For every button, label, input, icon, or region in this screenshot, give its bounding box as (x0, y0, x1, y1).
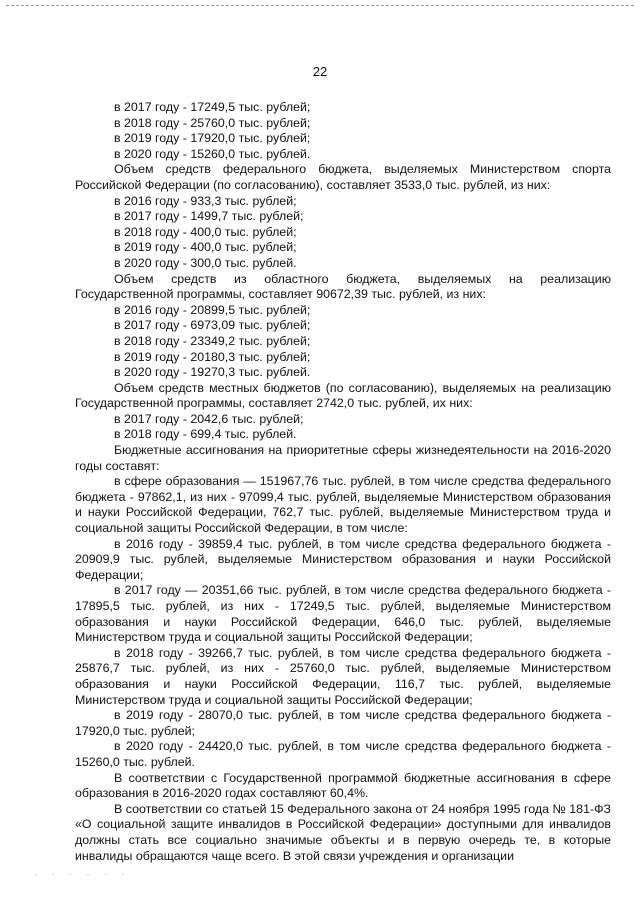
list-item: в 2016 году - 933,3 тыс. рублей; (114, 193, 297, 208)
list-item: в 2017 году - 6973,09 тыс. рублей; (114, 318, 311, 333)
paragraph: В соответствии с Государственной программой бюджетные ассигнования в сфере образования в 2016-2020 годах составляют 60,4%. (75, 770, 611, 801)
paragraph: в 2019 году - 28070,0 тыс. рублей, в том числе средства федерального бюджета - 17920,0 тыс. рублей; (75, 708, 611, 738)
list-item: в 2020 году - 300,0 тыс. рублей. (114, 255, 297, 270)
paragraph: в 2020 году - 24420,0 тыс. рублей, в том числе средства федерального бюджета - 15260,0 тыс. рублей. (75, 739, 611, 769)
list-item: в 2018 году - 699,4 тыс. рублей. (114, 427, 297, 442)
list-item: в 2019 году - 400,0 тыс. рублей; (114, 240, 297, 255)
scan-top-edge (6, 5, 634, 6)
list-item: в 2017 году - 2042,6 тыс. рублей; (114, 411, 304, 426)
paragraph: Объем средств федерального бюджета, выделяемых Министерством спорта Российской Федерации (по согласованию), составляет 3533,0 тыс. рублей, из них: (75, 162, 611, 192)
paragraph: в 2017 году — 20351,66 тыс. рублей, в том числе средства федерального бюджета - 17895,5 тыс. рублей, из них - 17249,5 тыс. рублей, выделяемые Министерством образования и науки Российской Федерации, 646,0 тыс. рублей, выделяемые Министерством труда и социальной защиты Российской Федерации; (75, 583, 611, 645)
list-item: в 2019 году - 17920,0 тыс. рублей; (114, 131, 311, 146)
list-item: в 2017 году - 1499,7 тыс. рублей; (114, 209, 304, 224)
list-item: в 2018 году - 23349,2 тыс. рублей; (114, 333, 311, 348)
scan-bottom-marks: · · · · · · (34, 869, 131, 879)
paragraph: в 2018 году - 39266,7 тыс. рублей, в том числе средства федерального бюджета - 25876,7 тыс. рублей, из них - 25760,0 тыс. рублей, выделяемые Министерством образования и науки Российской Федерации, 116,7 тыс. рублей, выделяемые Министерством труда и социальной защиты Российской Федерации; (75, 645, 611, 707)
paragraph: в сфере образования — 151967,76 тыс. рублей, в том числе средства федерального бюджета - 97862,1, из них - 97099,4 тыс. рублей, выделяемые Министерством образования и науки Российской Федерации, 762,7 тыс. рублей, выделяемые Министерством труда и социальной защиты Российской Федерации, в том числе: (75, 474, 611, 536)
list-item: в 2019 году - 20180,3 тыс. рублей; (114, 349, 311, 364)
list-item: в 2017 году - 17249,5 тыс. рублей; (114, 100, 311, 114)
paragraph: в 2016 году - 39859,4 тыс. рублей, в том числе средства федерального бюджета - 20909,9 тыс. рублей, выделяемые Министерством образования и науки Российской Федерации; (75, 536, 611, 582)
list-item: в 2020 году - 15260,0 тыс. рублей. (114, 146, 311, 161)
list-item: в 2018 году - 25760,0 тыс. рублей; (114, 115, 311, 130)
paragraph: Объем средств местных бюджетов (по согласованию), выделяемых на реализацию Государственной программы, составляет 2742,0 тыс. рублей, их них: (75, 380, 611, 411)
list-item: в 2020 году - 19270,3 тыс. рублей. (114, 365, 311, 380)
paragraph: Объем средств из областного бюджета, выделяемых на реализацию Государственной программы, составляет 90672,39 тыс. рублей, из них: (75, 271, 611, 302)
document-body (75, 100, 611, 864)
page-number: 22 (312, 64, 328, 79)
list-item: в 2016 году - 20899,5 тыс. рублей; (114, 302, 311, 317)
paragraph: В соответствии со статьей 15 Федерального закона от 24 ноября 1995 года № 181-ФЗ «О социальной защите инвалидов в Российской Федерации» доступными для инвалидов должны стать все социально значимые объекты и в первую очередь те, в которые инвалиды обращаются чаще всего. В этой связи учреждения и организации (75, 801, 611, 863)
paragraph: Бюджетные ассигнования на приоритетные сферы жизнедеятельности на 2016-2020 годы составят: (75, 443, 611, 473)
list-item: в 2018 году - 400,0 тыс. рублей; (114, 224, 297, 239)
